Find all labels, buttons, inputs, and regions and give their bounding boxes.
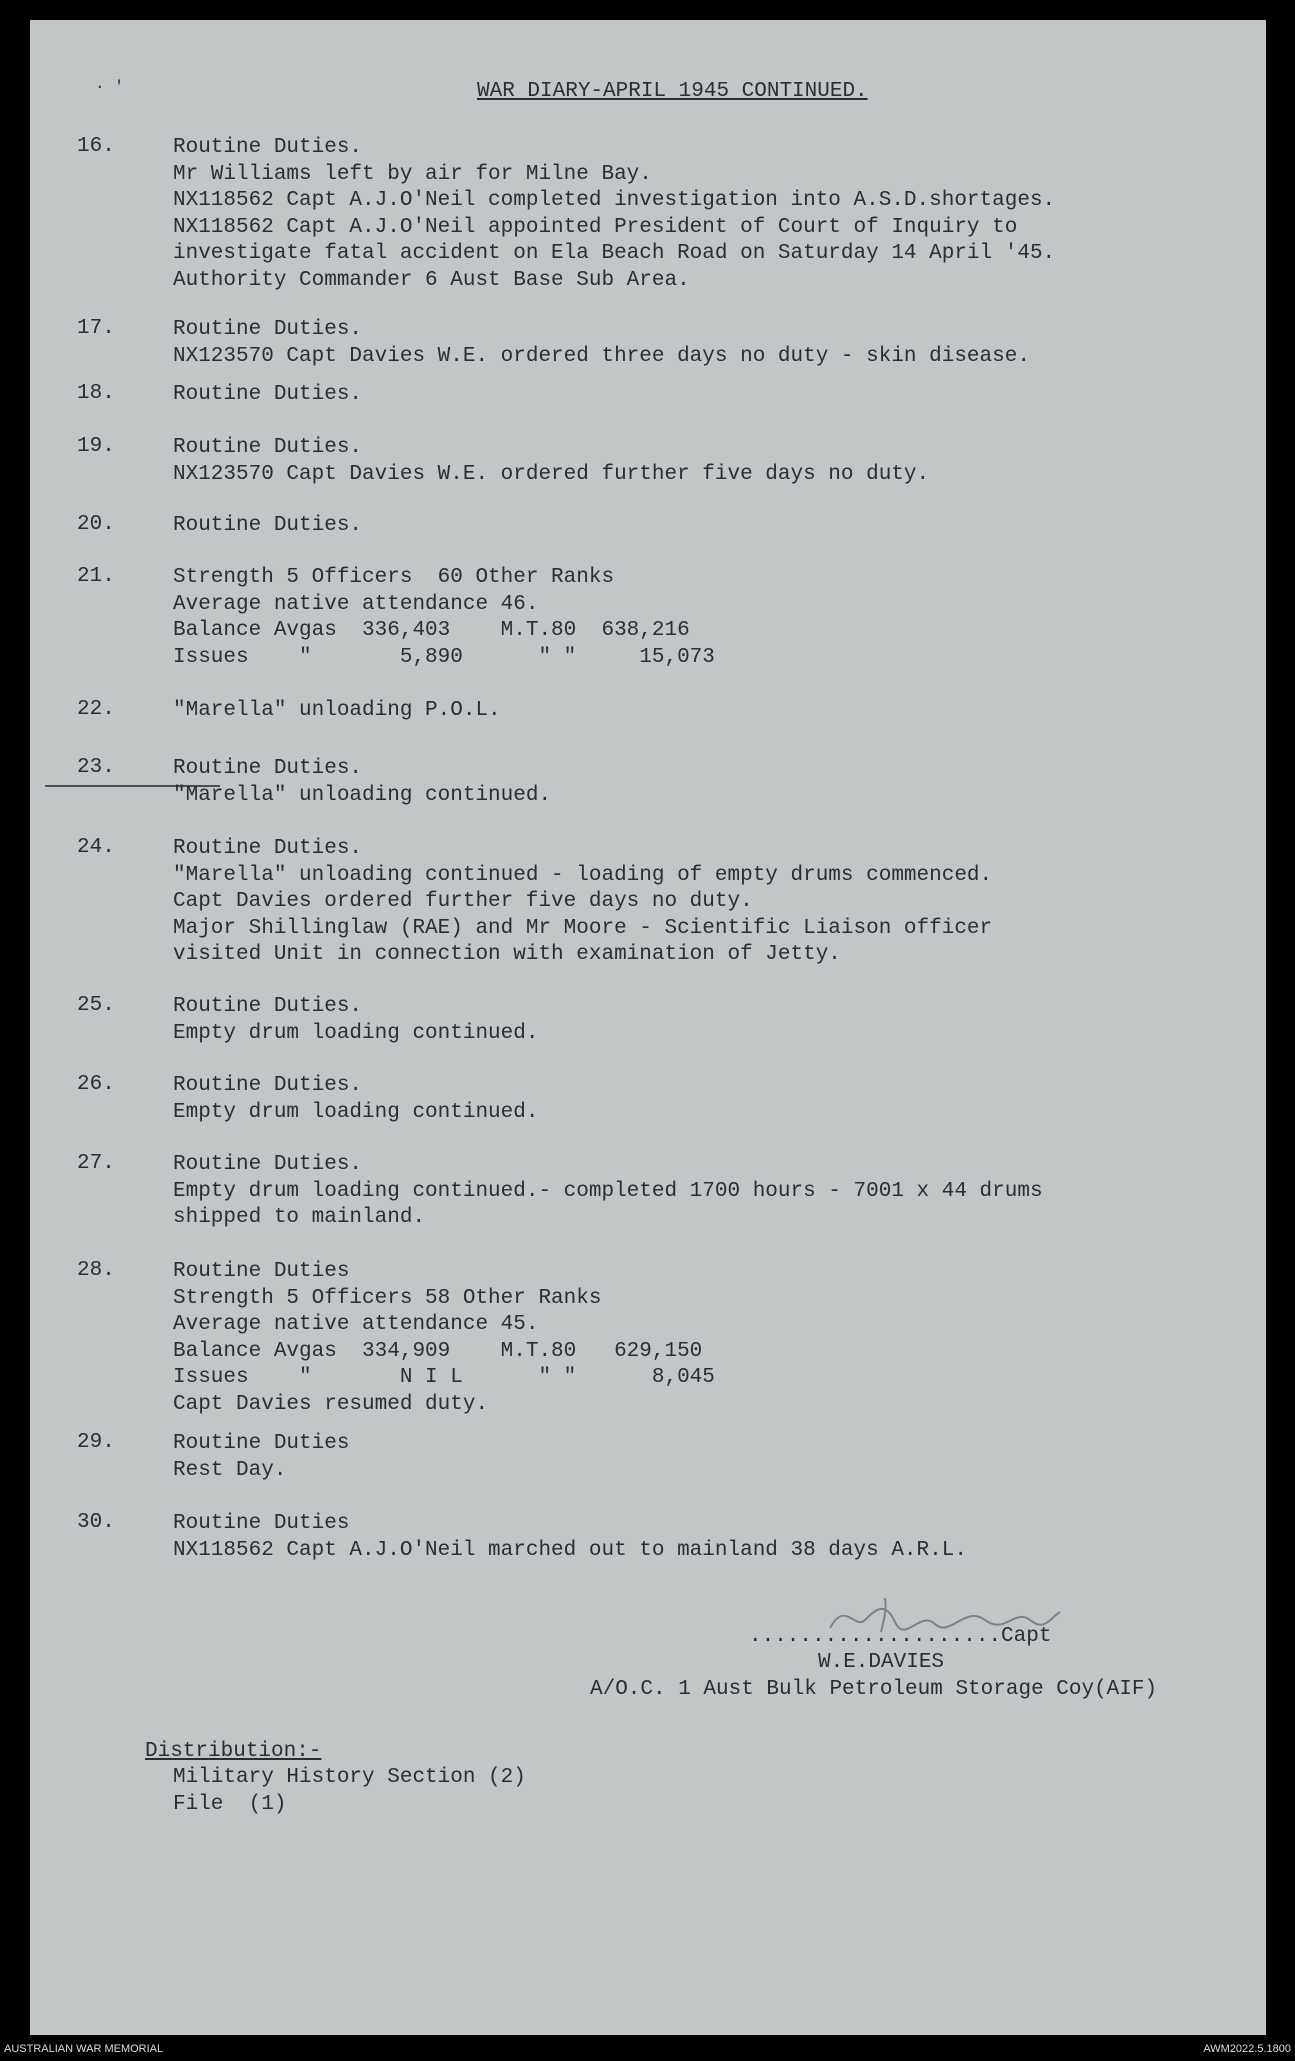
entry-line: Empty drum loading continued. <box>173 1021 539 1045</box>
entry-line: Average native attendance 45. <box>173 1313 539 1337</box>
entry-day: 28. <box>77 1259 115 1282</box>
entry-day: 17. <box>77 317 115 340</box>
entry-day: 24. <box>77 836 115 859</box>
entry-text <box>173 1259 715 1419</box>
entry-text <box>173 1073 538 1126</box>
entry-line: Routine Duties. <box>173 757 363 780</box>
entry-line: Major Shillinglaw (RAE) and Mr Moore - Scientific Liaison officer <box>173 916 993 940</box>
entry-text <box>173 435 929 488</box>
entry-line: Routine Duties <box>173 1512 350 1535</box>
entry-line: Routine Duties. <box>173 436 363 459</box>
archive-footer-left: AUSTRALIAN WAR MEMORIAL <box>4 2043 164 2055</box>
entry-line: "Marella" unloading continued. <box>173 783 552 807</box>
entry-line: Empty drum loading continued.- completed 1700 hours - 7001 x 44 drums <box>173 1179 1043 1203</box>
entry-line: NX118562 Capt A.J.O'Neil appointed President of Court of Inquiry to <box>173 215 1018 239</box>
entry-line: Issues " N I L " " 8,045 <box>173 1366 715 1390</box>
entry-day: 16. <box>77 135 115 158</box>
entry-line: Capt Davies resumed duty. <box>173 1392 489 1416</box>
entry-line: Routine Duties. <box>173 1074 363 1097</box>
entry-line: Balance Avgas 334,909 M.T.80 629,150 <box>173 1339 703 1363</box>
entry-day: 26. <box>77 1073 115 1096</box>
entry-text <box>173 1511 967 1564</box>
entry-line: Balance Avgas 336,403 M.T.80 638,216 <box>173 619 690 643</box>
entry-day: 22. <box>77 698 115 721</box>
entry-line: Strength 5 Officers 60 Other Ranks <box>173 566 615 589</box>
entry-line: Routine Duties <box>173 1432 350 1455</box>
entry-text <box>173 1152 1043 1232</box>
entry-line: visited Unit in connection with examination of Jetty. <box>173 943 841 967</box>
entry-line: NX123570 Capt Davies W.E. ordered three days no duty - skin disease. <box>173 344 1030 368</box>
entry-day: 19. <box>77 435 115 458</box>
diary-page <box>30 20 1266 2035</box>
page-title: WAR DIARY-APRIL 1945 CONTINUED. <box>477 80 868 103</box>
entry-day: 21. <box>77 565 115 588</box>
entry-day: 25. <box>77 994 115 1017</box>
entry-day: 18. <box>77 382 115 405</box>
signatory-name: W.E.DAVIES <box>818 1651 945 1674</box>
entry-line: NX118562 Capt A.J.O'Neil marched out to mainland 38 days A.R.L. <box>173 1538 967 1562</box>
distribution-item: File (1) <box>173 1793 287 1816</box>
entry-line: Routine Duties. <box>173 995 363 1018</box>
archive-footer-right: AWM2022.5.1800 <box>1203 2043 1291 2055</box>
entry-line: Empty drum loading continued. <box>173 1100 539 1124</box>
entry-day: 29. <box>77 1431 115 1454</box>
entry-text <box>173 698 501 725</box>
entry-line: investigate fatal accident on Ela Beach Road on Saturday 14 April '45. <box>173 242 1056 266</box>
corner-mark: · ' <box>95 78 124 96</box>
entry-line: Mr Williams left by air for Milne Bay. <box>173 162 652 186</box>
entry-line: Routine Duties. <box>173 318 363 341</box>
entry-line: "Marella" unloading continued - loading of empty drums commenced. <box>173 863 993 887</box>
entry-line: Capt Davies ordered further five days no duty. <box>173 890 753 914</box>
entry-text <box>173 513 362 540</box>
entry-line: NX123570 Capt Davies W.E. ordered further five days no duty. <box>173 462 930 486</box>
entry-line: Routine Duties. <box>173 1153 363 1176</box>
entry-line: Routine Duties. <box>173 514 363 537</box>
entry-text <box>173 836 992 969</box>
signatory-position: A/O.C. 1 Aust Bulk Petroleum Storage Coy(AIF) <box>590 1678 1158 1701</box>
entry-line: Routine Duties. <box>173 383 363 406</box>
entry-line: Routine Duties <box>173 1260 350 1283</box>
entry-line: shipped to mainland. <box>173 1206 426 1230</box>
entry-text <box>173 756 551 809</box>
entry-text <box>173 135 1055 295</box>
entry-line: Authority Commander 6 Aust Base Sub Area. <box>173 268 690 292</box>
entry-line: Strength 5 Officers 58 Other Ranks <box>173 1286 602 1310</box>
entry-text <box>173 994 538 1047</box>
distribution-item: Military History Section (2) <box>173 1766 526 1789</box>
distribution-heading: Distribution:- <box>145 1740 322 1763</box>
entry-line: Routine Duties. <box>173 136 363 159</box>
entry-line: "Marella" unloading P.O.L. <box>173 699 501 722</box>
entry-line: Average native attendance 46. <box>173 592 539 616</box>
entry-text <box>173 317 1030 370</box>
signature-line: ....................Capt <box>749 1625 1052 1648</box>
entry-text <box>173 565 715 671</box>
entry-day: 30. <box>77 1511 115 1534</box>
entry-line: Routine Duties. <box>173 837 363 860</box>
entry-line: Rest Day. <box>173 1458 287 1482</box>
entry-day: 27. <box>77 1152 115 1175</box>
entry-text <box>173 382 362 409</box>
entry-line: NX118562 Capt A.J.O'Neil completed investigation into A.S.D.shortages. <box>173 189 1056 213</box>
entry-day: 23. <box>77 756 115 779</box>
entry-text <box>173 1431 349 1484</box>
entry-day: 20. <box>77 513 115 536</box>
entry-line: Issues " 5,890 " " 15,073 <box>173 645 715 669</box>
